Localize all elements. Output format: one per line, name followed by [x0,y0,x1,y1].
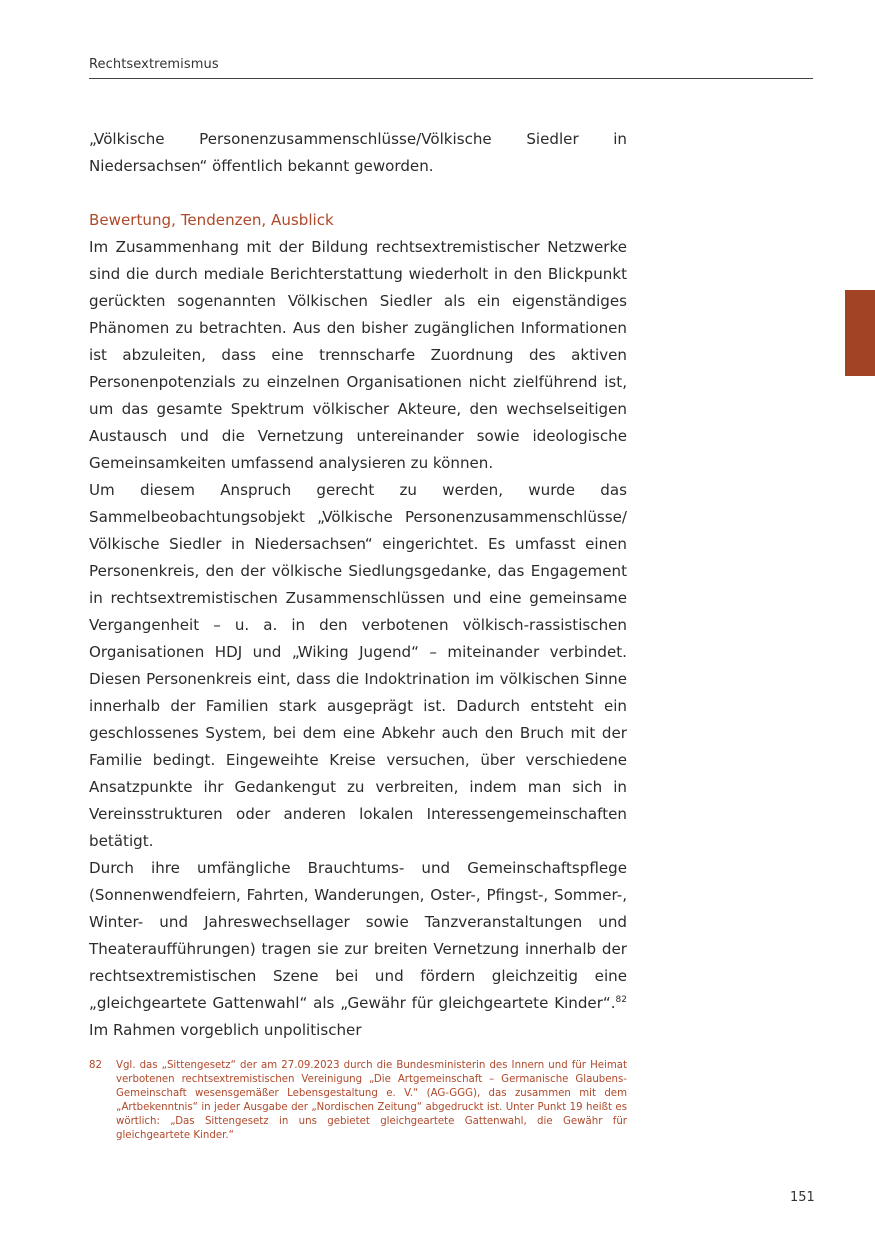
paragraph-2: Um diesem Anspruch gerecht zu werden, wurde das Sammelbeobachtungsobjekt „Völkische Personenzusammenschlüsse/ Völkische Siedler in Niedersachsen“ eingerichtet. Es umfasst einen Personenkreis, den der völkische Siedlungsgedanke, das Engagement in rechtsextremistischen Zusammenschlüssen und eine gemeinsame Vergangenheit – u. a. in den verbotenen völkisch-rassistischen Organisationen HDJ und „Wiking Jugend“ – miteinander verbindet. Diesen Personenkreis eint, dass die Indoktrination im völkischen Sinne innerhalb der Familien stark ausgeprägt ist. Dadurch entsteht ein geschlossenes System, bei dem eine Abkehr auch den Bruch mit der Familie bedingt. Eingeweihte Kreise versuchen, über verschiedene Ansatzpunkte ihr Gedankengut zu verbreiten, indem man sich in Vereinsstrukturen oder anderen lokalen Interessengemeinschaften betätigt. [89,481,627,850]
page-number: 151 [790,1190,815,1205]
footnote-reference[interactable]: 82 [615,994,627,1005]
paragraph-3-continuation: Im Rahmen vorgeblich unpolitischer [89,1021,362,1039]
section-heading: Bewertung, Tendenzen, Ausblick [89,211,334,229]
intro-paragraph: „Völkische Personenzusammenschlüsse/Völkische Siedler in Niedersachsen“ öffentlich bekannt geworden. [89,130,627,175]
header-rule [89,78,813,79]
main-text [89,126,627,1044]
paragraph-1: Im Zusammenhang mit der Bildung rechtsextremistischer Netzwerke sind die durch mediale Berichterstattung wiederholt in den Blickpunkt gerückten sogenannten Völkischen Siedler als ein eigenständiges Phänomen zu betrachten. Aus den bisher zugänglichen Informationen ist abzuleiten, dass eine trennscharfe Zuordnung des aktiven Personenpotenzials zu einzelnen Organisationen nicht zielführend ist, um das gesamte Spektrum völkischer Akteure, den wechselseitigen Austausch und die Vernetzung untereinander sowie ideologische Gemeinsamkeiten umfassend analysieren zu können. [89,238,627,472]
footnote [89,1059,627,1143]
footnote-number: 82 [89,1060,102,1071]
chapter-tab-marker [845,290,875,376]
paragraph-3 [89,855,627,1044]
footnote-text: Vgl. das „Sittengesetz“ der am 27.09.2023 durch die Bundesministerin des Innern und für Heimat verbotenen rechtsextremistischen Vereinigung „Die Artgemeinschaft – Germanische Glaubens-Gemeinschaft wesensgemäßer Lebensgestaltung e. V.“ (AG-GGG), das zusammen mit dem „Artbekenntnis“ in jeder Ausgabe der „Nordischen Zeitung“ abgedruckt ist. Unter Punkt 19 heißt es wörtlich: „Das Sittengesetz in uns gebietet gleichgeartete Gattenwahl, die Gewähr für gleichgeartete Kinder.“ [116,1060,627,1141]
paragraph-3-text: Durch ihre umfängliche Brauchtums- und Gemeinschaftspflege (Sonnenwendfeiern, Fahrten, Wanderungen, Oster-, Pfingst-, Sommer-, Winter- und Jahreswechsellager sowie Tanzveranstaltungen und Theateraufführungen) tragen sie zur breiten Vernetzung innerhalb der rechtsextremistischen Szene bei und fördern gleichzeitig eine „gleichgeartete Gattenwahl“ als „Gewähr für gleichgeartete Kinder“. [89,859,627,1012]
running-title: Rechtsextremismus [89,57,219,72]
